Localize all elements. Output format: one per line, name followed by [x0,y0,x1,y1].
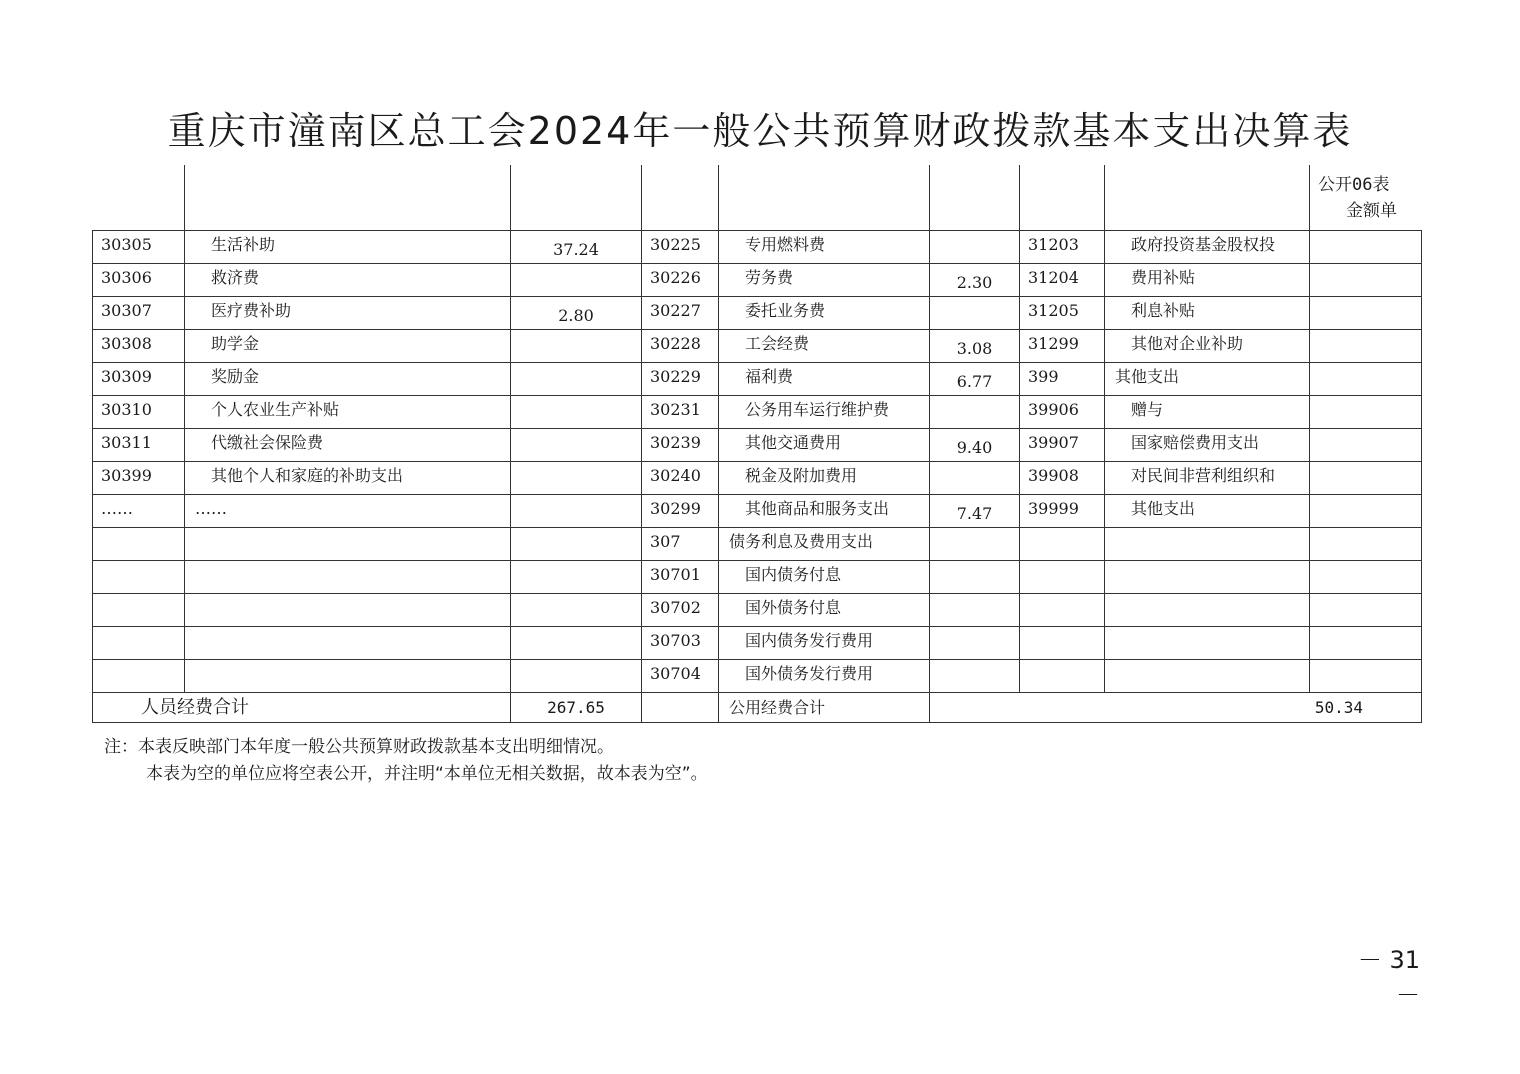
code-cell: 30399 [93,462,185,495]
amount-cell [930,231,1020,264]
header-divider [1019,165,1020,231]
note-line: 注：本表反映部门本年度一般公共预算财政拨款基本支出明细情况。 [104,737,614,757]
table-row [93,594,1422,627]
item-cell: …… [185,495,511,528]
amount-cell [1310,297,1422,330]
amount-cell [1310,330,1422,363]
amount-cell [930,396,1020,429]
amount-cell: 6.77 [930,363,1020,396]
amount-cell [930,660,1020,693]
code-cell: 30704 [642,660,719,693]
code-cell: 31205 [1020,297,1105,330]
code-cell [93,627,185,660]
header-divider [510,165,511,231]
amount-cell [511,561,642,594]
item-cell [1105,561,1310,594]
item-cell: 其他商品和服务支出 [719,495,930,528]
table-code: 公开06表 [1318,175,1390,195]
code-cell [93,594,185,627]
item-cell: 国外债务付息 [719,594,930,627]
code-cell: 30299 [642,495,719,528]
item-cell: 费用补贴 [1105,264,1310,297]
header-divider [718,165,719,231]
code-cell: 30225 [642,231,719,264]
table-row [93,561,1422,594]
item-cell: 生活补助 [185,231,511,264]
amount-cell: 2.80 [511,297,642,330]
amount-cell [930,627,1020,660]
public-total-label: 公用经费合计 [719,693,930,723]
unit-label: 金额单 [1346,201,1397,221]
code-cell: 30229 [642,363,719,396]
item-cell: 个人农业生产补贴 [185,396,511,429]
item-cell: 国外债务发行费用 [719,660,930,693]
header-divider [184,165,185,231]
code-cell: 39907 [1020,429,1105,462]
totals-row [93,693,1422,723]
item-cell: 福利费 [719,363,930,396]
amount-cell [1310,528,1422,561]
page-title: 重庆市潼南区总工会2024年一般公共预算财政拨款基本支出决算表 [167,109,1353,153]
public-total-value: 50.34 [930,693,1422,723]
code-cell: 30308 [93,330,185,363]
table-row [93,297,1422,330]
amount-cell [511,594,642,627]
code-cell: 30240 [642,462,719,495]
amount-cell: 37.24 [511,231,642,264]
amount-cell [1310,495,1422,528]
item-cell [1105,528,1310,561]
amount-cell: 7.47 [930,495,1020,528]
amount-cell [1310,594,1422,627]
code-cell [1020,660,1105,693]
item-cell: 税金及附加费用 [719,462,930,495]
code-cell [93,561,185,594]
code-cell: …… [93,495,185,528]
amount-cell [511,528,642,561]
item-cell: 利息补贴 [1105,297,1310,330]
table-row [93,363,1422,396]
item-cell: 委托业务费 [719,297,930,330]
item-cell: 工会经费 [719,330,930,363]
item-cell: 奖励金 [185,363,511,396]
table-row [93,231,1422,264]
code-cell: 30702 [642,594,719,627]
code-cell [93,660,185,693]
notes-block [104,734,708,788]
item-cell: 劳务费 [719,264,930,297]
amount-cell [511,660,642,693]
item-cell: 助学金 [185,330,511,363]
code-cell [1020,627,1105,660]
expenditure-table [92,230,1422,723]
code-cell: 30227 [642,297,719,330]
amount-cell [511,462,642,495]
header-divider [1104,165,1105,231]
code-cell: 31204 [1020,264,1105,297]
table-row [93,264,1422,297]
code-cell [1020,561,1105,594]
personnel-total-label: 人员经费合计 [93,693,511,723]
table-row [93,660,1422,693]
amount-cell [1310,462,1422,495]
code-cell: 30310 [93,396,185,429]
amount-cell [1310,627,1422,660]
item-cell [185,594,511,627]
amount-cell: 9.40 [930,429,1020,462]
code-cell: 30701 [642,561,719,594]
amount-cell: 3.08 [930,330,1020,363]
amount-cell [511,396,642,429]
table-row [93,495,1422,528]
amount-cell [511,330,642,363]
code-cell: 30231 [642,396,719,429]
item-cell: 其他支出 [1105,495,1310,528]
table-row [93,330,1422,363]
table-row [93,528,1422,561]
code-cell: 30239 [642,429,719,462]
item-cell: 其他个人和家庭的补助支出 [185,462,511,495]
table-body [93,231,1422,723]
code-cell [1020,528,1105,561]
header-column-lines [0,165,1520,231]
amount-cell [511,264,642,297]
header-divider [929,165,930,231]
amount-cell [511,627,642,660]
item-cell [185,660,511,693]
empty-cell [642,693,719,723]
item-cell: 国家赔偿费用支出 [1105,429,1310,462]
code-cell: 30703 [642,627,719,660]
item-cell [1105,594,1310,627]
amount-cell [1310,231,1422,264]
code-cell: 31203 [1020,231,1105,264]
code-cell [1020,594,1105,627]
amount-cell [930,297,1020,330]
code-cell: 30305 [93,231,185,264]
amount-cell [1310,660,1422,693]
item-cell: 医疗费补助 [185,297,511,330]
item-cell: 公务用车运行维护费 [719,396,930,429]
table-row [93,627,1422,660]
item-cell [1105,660,1310,693]
item-cell: 专用燃料费 [719,231,930,264]
item-cell [185,627,511,660]
table-row [93,429,1422,462]
item-cell [1105,627,1310,660]
item-cell: 其他对企业补助 [1105,330,1310,363]
code-cell: 30226 [642,264,719,297]
note-line: 本表为空的单位应将空表公开，并注明“本单位无相关数据，故本表为空”。 [146,764,708,784]
code-cell: 30228 [642,330,719,363]
table-code-note [1318,172,1420,230]
item-cell: 救济费 [185,264,511,297]
item-cell: 国内债务付息 [719,561,930,594]
item-cell: 赠与 [1105,396,1310,429]
code-cell: 31299 [1020,330,1105,363]
amount-cell [930,594,1020,627]
code-cell [93,528,185,561]
amount-cell [1310,264,1422,297]
code-cell: 399 [1020,363,1105,396]
amount-cell [1310,429,1422,462]
code-cell: 30307 [93,297,185,330]
code-cell: 307 [642,528,719,561]
item-cell: 代缴社会保险费 [185,429,511,462]
amount-cell [930,528,1020,561]
amount-cell [1310,396,1422,429]
amount-cell: 2.30 [930,264,1020,297]
item-cell: 国内债务发行费用 [719,627,930,660]
header-divider [641,165,642,231]
amount-cell [511,363,642,396]
code-cell: 39908 [1020,462,1105,495]
table-row [93,396,1422,429]
item-cell: 政府投资基金股权投 [1105,231,1310,264]
amount-cell [1310,561,1422,594]
amount-cell [930,462,1020,495]
code-cell: 30306 [93,264,185,297]
item-cell [185,528,511,561]
code-cell: 30309 [93,363,185,396]
amount-cell [930,561,1020,594]
table-row [93,462,1422,495]
item-cell [185,561,511,594]
code-cell: 30311 [93,429,185,462]
code-cell: 39906 [1020,396,1105,429]
personnel-total-value: 267.65 [511,693,642,723]
header-divider [1309,165,1310,231]
amount-cell [511,429,642,462]
item-cell: 债务利息及费用支出 [719,528,930,561]
page-number: － 31 － [1357,946,1420,1009]
item-cell: 对民间非营利组织和 [1105,462,1310,495]
amount-cell [511,495,642,528]
amount-cell [1310,363,1422,396]
code-cell: 39999 [1020,495,1105,528]
item-cell: 其他支出 [1105,363,1310,396]
item-cell: 其他交通费用 [719,429,930,462]
